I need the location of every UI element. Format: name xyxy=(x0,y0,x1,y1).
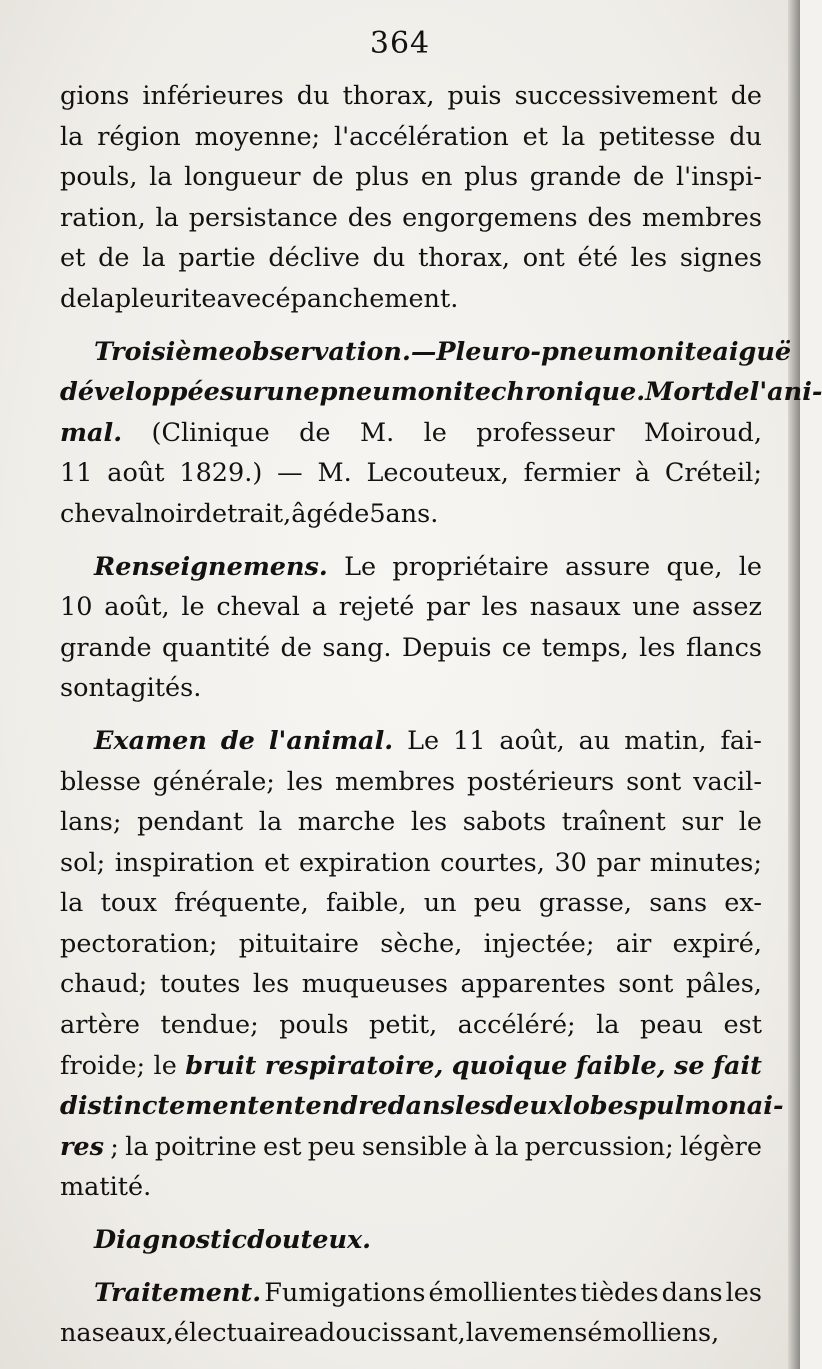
word: Fumigations xyxy=(264,1277,426,1308)
word: pulmonai- xyxy=(638,1091,784,1122)
word: peu xyxy=(473,888,522,919)
word: adoucissant, xyxy=(303,1318,466,1349)
word: le xyxy=(423,417,447,448)
word: et xyxy=(264,847,290,878)
text-line xyxy=(60,1005,762,1046)
word: percussion; xyxy=(524,1131,674,1162)
word: l'inspi- xyxy=(676,162,762,193)
text-line xyxy=(60,279,762,320)
word: Traitement. xyxy=(94,1277,262,1308)
word: sang. xyxy=(322,632,392,663)
word: deux xyxy=(495,1091,564,1122)
word: légère xyxy=(680,1131,762,1162)
word: août, xyxy=(499,725,565,756)
text-line xyxy=(60,762,762,803)
word: signes xyxy=(679,243,762,274)
word: les xyxy=(286,766,324,797)
text-line xyxy=(60,157,762,198)
word: sensible xyxy=(361,1131,468,1162)
paragraph-p1 xyxy=(60,76,762,320)
word: 30 xyxy=(554,847,587,878)
word: puis xyxy=(447,81,502,111)
word: 5 xyxy=(369,498,386,529)
word: pouls xyxy=(279,1010,349,1041)
word: traînent xyxy=(561,807,666,838)
word: cheval xyxy=(216,592,300,623)
word: faible, xyxy=(575,1050,666,1081)
word: été xyxy=(577,243,618,274)
word: à xyxy=(473,1131,489,1162)
word: mal. xyxy=(60,417,123,448)
word: poitrine xyxy=(154,1131,257,1162)
word: blesse xyxy=(60,766,141,797)
word: aiguë xyxy=(712,336,792,367)
word: chaud; xyxy=(60,969,148,1000)
text-line xyxy=(60,1273,762,1314)
word: le xyxy=(153,1050,177,1081)
word: ont xyxy=(522,243,565,274)
word: sèche, xyxy=(380,928,463,959)
word: avec xyxy=(216,283,276,314)
word: partie xyxy=(178,243,256,274)
word: trait, xyxy=(227,498,292,529)
text-line xyxy=(60,883,762,924)
word: se xyxy=(674,1050,705,1081)
word: gions xyxy=(60,81,130,111)
text-line xyxy=(60,1167,762,1208)
word: sur xyxy=(219,377,267,408)
word: lobes xyxy=(563,1091,639,1122)
word: moyenne; xyxy=(194,121,321,152)
word: fai- xyxy=(720,725,762,756)
word: et xyxy=(60,243,86,274)
word: a xyxy=(311,592,327,623)
word: dans xyxy=(387,1091,455,1122)
word: région xyxy=(97,121,181,152)
word: la xyxy=(495,1131,519,1162)
word: grasse, xyxy=(538,888,632,919)
word: distinctement xyxy=(60,1091,259,1122)
word: toux xyxy=(100,888,158,919)
paragraph-p4 xyxy=(60,721,784,1208)
word: une xyxy=(266,377,320,408)
paragraph-p6 xyxy=(60,1273,762,1354)
word: de xyxy=(98,243,130,274)
word: sont xyxy=(626,766,682,797)
word: les xyxy=(639,632,676,663)
word: 10 xyxy=(60,592,93,623)
word: M. xyxy=(317,458,352,489)
paragraph-p3 xyxy=(60,547,762,709)
word: la xyxy=(142,243,166,274)
word: quantité xyxy=(161,632,271,663)
word: longueur xyxy=(184,162,301,193)
word: Renseignemens. xyxy=(94,551,328,582)
word: de xyxy=(195,498,228,529)
word: août xyxy=(107,458,165,489)
word: froide; xyxy=(60,1050,146,1081)
word: pectoration; xyxy=(60,928,218,959)
word: du xyxy=(372,243,406,274)
word: sol; xyxy=(60,847,106,878)
word: petitesse xyxy=(598,121,716,152)
word: pituitaire xyxy=(238,928,359,959)
word: 11 xyxy=(60,458,93,489)
word: sans xyxy=(649,888,708,919)
word: pendant xyxy=(137,807,244,838)
word: assez xyxy=(691,592,762,623)
text-line xyxy=(60,1313,762,1354)
word: douteux. xyxy=(247,1225,372,1256)
word: marche xyxy=(297,807,396,838)
word: expiré, xyxy=(672,928,762,959)
page-number: 364 xyxy=(369,26,431,61)
word: émolliens, xyxy=(587,1318,720,1349)
word: bruit xyxy=(185,1050,257,1081)
word: la xyxy=(561,121,586,152)
word: Pleuro-pneumonite xyxy=(436,336,713,367)
word: faible, xyxy=(325,888,407,919)
word: grande xyxy=(529,162,622,193)
word: matin, xyxy=(624,725,707,756)
word: temps, xyxy=(541,632,629,663)
word: des xyxy=(587,202,632,233)
word: res xyxy=(60,1131,105,1162)
word: l'ani- xyxy=(749,377,822,408)
word: noir xyxy=(143,498,196,529)
word: courtes, xyxy=(440,847,545,878)
word: du xyxy=(296,81,330,111)
word: inférieures xyxy=(142,81,284,111)
word: 11 xyxy=(453,725,486,756)
text-line xyxy=(60,668,762,709)
word: fermier xyxy=(523,458,621,489)
word: par xyxy=(426,592,470,623)
word: fait xyxy=(713,1050,762,1081)
word: de xyxy=(312,162,344,193)
word: l'accélération xyxy=(333,121,509,152)
word: entendre xyxy=(258,1091,388,1122)
word: est xyxy=(723,1010,762,1041)
word: persistance xyxy=(188,202,338,233)
word: Créteil; xyxy=(664,458,762,489)
word: peu xyxy=(307,1131,356,1162)
text-line xyxy=(60,924,762,965)
word: petit, xyxy=(369,1010,438,1041)
word: le xyxy=(738,807,762,838)
text-line xyxy=(60,721,762,762)
word: ce xyxy=(501,632,532,663)
word: l'animal. xyxy=(268,725,394,756)
text-line xyxy=(60,332,792,373)
word: rejeté xyxy=(338,592,415,623)
word: pouls, xyxy=(60,162,138,193)
text-line xyxy=(60,198,762,239)
word: lans; xyxy=(60,807,122,838)
word: fréquente, xyxy=(174,888,309,919)
word: quoique xyxy=(451,1050,568,1081)
word: Mort xyxy=(645,377,716,408)
word: août, xyxy=(104,592,170,623)
word: est xyxy=(263,1131,302,1162)
word: pneumonite xyxy=(319,377,491,408)
word: plus xyxy=(355,162,410,193)
text-line xyxy=(60,964,762,1005)
word: de xyxy=(730,81,762,111)
word: apparentes xyxy=(460,969,606,1000)
word: les xyxy=(410,807,448,838)
word: de xyxy=(632,162,665,193)
text-line xyxy=(60,843,762,884)
word: ex- xyxy=(724,888,762,919)
word: 1829.) xyxy=(179,458,263,489)
word: déclive xyxy=(268,243,360,274)
word: des xyxy=(347,202,393,233)
word: Le xyxy=(407,725,440,756)
word: ; xyxy=(110,1131,119,1162)
word: — xyxy=(410,336,437,367)
text-line xyxy=(60,494,762,535)
word: — xyxy=(277,458,303,489)
word: membres xyxy=(641,202,762,233)
word: postérieurs xyxy=(467,766,615,797)
word: par xyxy=(596,847,641,878)
page-edge-shadow xyxy=(788,0,800,1369)
text-line xyxy=(60,628,762,669)
word: observation. xyxy=(234,336,411,367)
word: le xyxy=(738,551,762,582)
word: de xyxy=(299,417,331,448)
word: sur xyxy=(681,807,724,838)
word: pleurite xyxy=(114,283,217,314)
text-line xyxy=(60,802,762,843)
text-line xyxy=(60,372,822,413)
word: et xyxy=(522,121,548,152)
word: toutes xyxy=(159,969,241,1000)
word: Le xyxy=(344,551,377,582)
word: peau xyxy=(639,1010,704,1041)
word: engorgemens xyxy=(402,202,578,233)
word: les xyxy=(630,243,668,274)
text-line xyxy=(60,413,762,454)
word: ans. xyxy=(385,498,439,529)
word: les xyxy=(725,1277,762,1308)
word: nasaux xyxy=(529,592,621,623)
word: les xyxy=(454,1091,496,1122)
word: un xyxy=(423,888,457,919)
word: flancs xyxy=(685,632,762,663)
text-line xyxy=(60,1086,784,1127)
text-line xyxy=(60,1127,762,1168)
text-line xyxy=(60,76,762,117)
word: vacil- xyxy=(693,766,762,797)
text-line xyxy=(60,1220,762,1261)
paragraph-p5 xyxy=(60,1220,762,1261)
word: thorax, xyxy=(418,243,511,274)
word: injectée; xyxy=(483,928,595,959)
word: respiratoire, xyxy=(264,1050,444,1081)
body-text xyxy=(60,76,822,1354)
word: minutes; xyxy=(649,847,762,878)
word: cheval xyxy=(60,498,144,529)
word: que, xyxy=(666,551,723,582)
word: accéléré; xyxy=(457,1010,576,1041)
word: la xyxy=(60,121,84,152)
text-line xyxy=(60,453,762,494)
word: de xyxy=(337,498,370,529)
word: expiration xyxy=(298,847,431,878)
word: au xyxy=(578,725,611,756)
word: la xyxy=(91,283,115,314)
word: émollientes xyxy=(428,1277,578,1308)
text-line xyxy=(60,117,762,158)
word: Diagnostic xyxy=(94,1225,248,1256)
word: de xyxy=(220,725,255,756)
word: successivement xyxy=(514,81,718,111)
word: les xyxy=(252,969,290,1000)
word: chronique. xyxy=(490,377,646,408)
word: une xyxy=(632,592,681,623)
word: les xyxy=(481,592,518,623)
word: inspiration xyxy=(114,847,255,878)
word: du xyxy=(729,121,762,152)
word: membres xyxy=(334,766,456,797)
text-line xyxy=(60,547,762,588)
word: générale; xyxy=(152,766,275,797)
word: naseaux, xyxy=(60,1318,174,1349)
word: électuaire xyxy=(173,1318,304,1349)
word: Depuis xyxy=(401,632,492,663)
word: de xyxy=(60,283,92,314)
word: plus xyxy=(464,162,519,193)
word: air xyxy=(615,928,652,959)
word: tièdes xyxy=(580,1277,659,1308)
word: M. xyxy=(359,417,395,448)
word: à xyxy=(634,458,651,489)
word: pâles, xyxy=(685,969,762,1000)
word: dans xyxy=(661,1277,723,1308)
word: Moiroud, xyxy=(643,417,762,448)
word: la xyxy=(149,162,173,193)
word: la xyxy=(60,888,84,919)
word: (Clinique xyxy=(151,417,270,448)
text-line xyxy=(60,1046,762,1087)
word: de xyxy=(715,377,750,408)
word: la xyxy=(258,807,283,838)
word: grande xyxy=(60,632,152,663)
word: la xyxy=(155,202,179,233)
word: le xyxy=(181,592,205,623)
word: propriétaire xyxy=(392,551,549,582)
word: âgé xyxy=(291,498,338,529)
word: sabots xyxy=(462,807,547,838)
word: muqueuses xyxy=(301,969,448,1000)
word: de xyxy=(280,632,312,663)
word: Lecouteux, xyxy=(366,458,509,489)
word: thorax, xyxy=(342,81,435,111)
word: matité. xyxy=(60,1172,152,1203)
paragraph-p2 xyxy=(60,332,822,535)
word: sont xyxy=(618,969,674,1000)
word: la xyxy=(125,1131,149,1162)
word: en xyxy=(420,162,453,193)
text-line xyxy=(60,587,762,628)
word: lavemens xyxy=(465,1318,588,1349)
word: développée xyxy=(60,377,220,408)
word: épanchement. xyxy=(275,283,459,314)
text-line xyxy=(60,238,762,279)
word: Troisième xyxy=(94,336,235,367)
word: agités. xyxy=(115,673,202,704)
word: Examen xyxy=(94,725,207,756)
word: professeur xyxy=(476,417,615,448)
word: la xyxy=(596,1010,620,1041)
word: artère xyxy=(60,1010,141,1041)
word: tendue; xyxy=(160,1010,259,1041)
word: ration, xyxy=(60,202,146,233)
word: assure xyxy=(565,551,651,582)
word: sont xyxy=(60,673,116,704)
